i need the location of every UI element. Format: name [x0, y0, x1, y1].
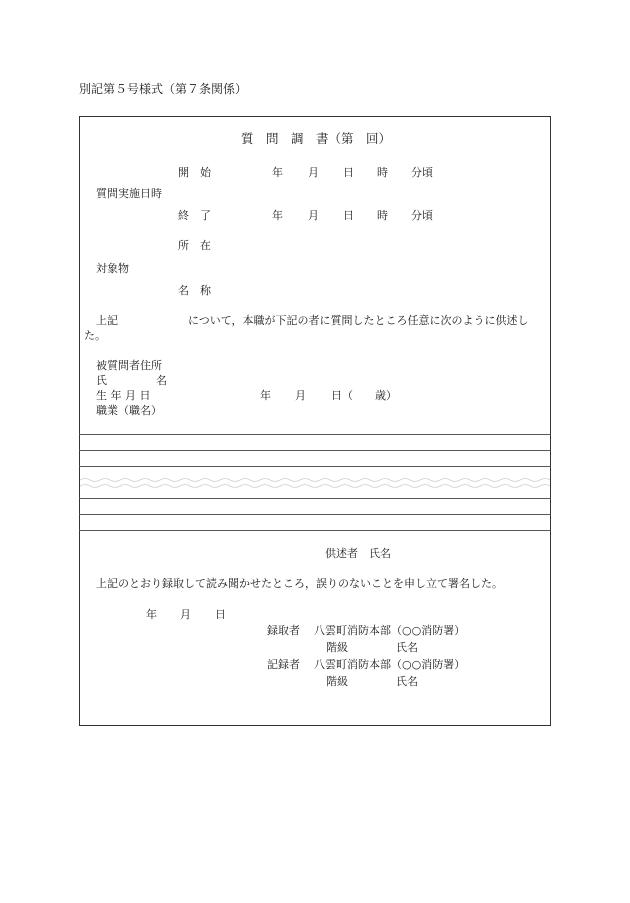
end-label: 終 了 — [178, 209, 211, 222]
confirmation-text: 上記のとおり録取して読み聞かせたところ，誤りのないことを申し立て署名した。 — [96, 577, 503, 590]
name-label: 名 称 — [178, 284, 211, 297]
answer-line — [79, 450, 551, 451]
recorder-rank: 階級 — [326, 641, 348, 654]
location-label: 所 在 — [178, 239, 211, 252]
recorder-name: 氏名 — [396, 641, 418, 654]
end-year: 年 — [272, 209, 283, 222]
answer-line — [79, 498, 551, 499]
form-type-label: 別記第５号様式（第７条関係） — [79, 82, 248, 96]
end-hour: 時 — [377, 209, 388, 222]
end-minute: 分頃 — [411, 209, 433, 222]
answer-line — [79, 530, 551, 531]
date-month: 月 — [180, 608, 191, 621]
date-day: 日 — [215, 608, 226, 621]
birth-month: 月 — [295, 389, 306, 402]
birth-day: 日（ — [331, 389, 353, 402]
start-year: 年 — [272, 166, 283, 179]
implementation-datetime-label: 質問実施日時 — [96, 187, 162, 200]
date-year: 年 — [146, 608, 157, 621]
birth-year: 年 — [260, 389, 271, 402]
start-month: 月 — [308, 166, 319, 179]
respondent-age: 歳） — [375, 389, 397, 402]
answer-line — [79, 466, 551, 467]
start-label: 開 始 — [178, 166, 211, 179]
target-object-label: 対象物 — [96, 262, 129, 275]
statement-prefix: 上記 — [96, 314, 118, 327]
start-minute: 分頃 — [411, 166, 433, 179]
writer-office: 八雲町消防本部（○○消防署） — [314, 658, 466, 671]
respondent-occupation-label: 職業（職名） — [96, 404, 162, 417]
recorder-label: 録取者 — [267, 624, 300, 637]
respondent-name-label-a: 氏 — [96, 374, 107, 387]
end-month: 月 — [308, 209, 319, 222]
writer-name: 氏名 — [396, 675, 418, 688]
deponent-signature-label: 供述者 氏名 — [325, 547, 391, 560]
omission-wave — [80, 483, 550, 489]
respondent-birth-label: 生 年 月 日 — [96, 389, 151, 402]
writer-label: 記録者 — [267, 658, 300, 671]
answer-line — [79, 434, 551, 435]
respondent-address-label: 被質問者住所 — [96, 359, 162, 372]
statement-line2: た。 — [84, 329, 106, 342]
start-hour: 時 — [377, 166, 388, 179]
statement-text: について，本職が下記の者に質問したところ任意に次のように供述し — [188, 314, 529, 327]
answer-line — [79, 514, 551, 515]
recorder-office: 八雲町消防本部（○○消防署） — [314, 624, 466, 637]
start-day: 日 — [343, 166, 354, 179]
form-title: 質 問 調 書（第 回） — [241, 131, 392, 146]
respondent-name-label-b: 名 — [156, 374, 167, 387]
end-day: 日 — [343, 209, 354, 222]
writer-rank: 階級 — [326, 675, 348, 688]
